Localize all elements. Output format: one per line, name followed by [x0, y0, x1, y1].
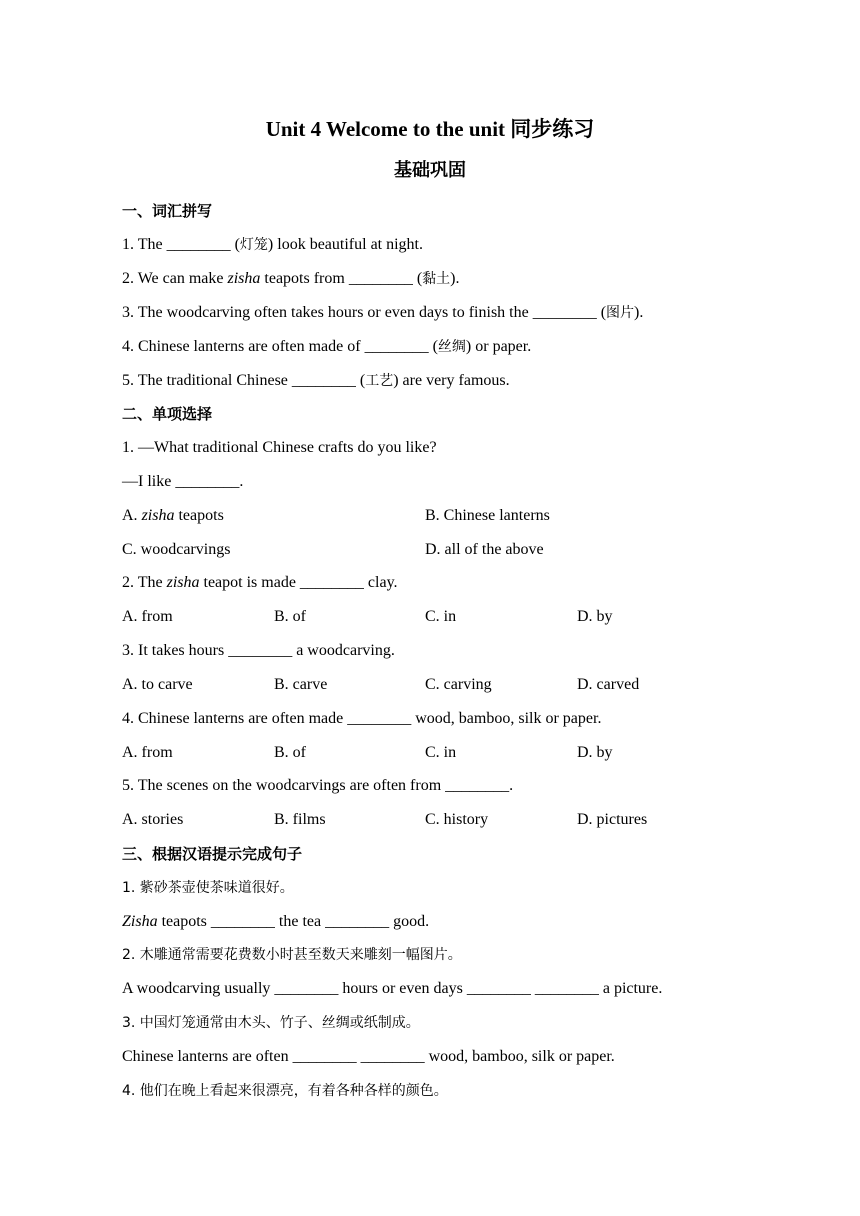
sentence-3-chinese: 3. 中国灯笼通常由木头、竹子、丝绸或纸制成。 [122, 1015, 420, 1031]
vocab-item-1: 1. The ________ (灯笼) look beautiful at night. [122, 236, 423, 253]
page-subtitle: 基础巩固 [394, 160, 466, 181]
mc4-option-c: C. in [425, 744, 457, 761]
mc5-option-d: D. pictures [577, 811, 648, 828]
mc3-option-c: C. carving [425, 676, 492, 693]
sentence-1-chinese: 1. 紫砂茶壶使茶味道很好。 [122, 880, 294, 896]
mc-question-2: 2. The zisha teapot is made ________ clay. [122, 574, 398, 591]
mc-question-3: 3. It takes hours ________ a woodcarving. [122, 642, 395, 659]
mc3-option-a: A. to carve [122, 676, 193, 693]
page-title: Unit 4 Welcome to the unit 同步练习 [265, 117, 595, 141]
mc4-option-b: B. of [274, 744, 306, 761]
sentence-2-english: A woodcarving usually ________ hours or even days ________ ________ a picture. [122, 980, 663, 997]
mc5-option-c: C. history [425, 811, 489, 828]
mc1-option-a: A. zisha teapots [122, 507, 224, 524]
mc4-option-d: D. by [577, 744, 613, 761]
mc3-option-b: B. carve [274, 676, 328, 693]
section-heading-vocabulary: 一、词汇拼写 [122, 202, 213, 220]
mc-question-4: 4. Chinese lanterns are often made ________ wood, bamboo, silk or paper. [122, 710, 602, 727]
vocab-item-3: 3. The woodcarving often takes hours or even days to finish the ________ (图片). [122, 304, 644, 321]
vocab-item-5: 5. The traditional Chinese ________ (工艺) are very famous. [122, 372, 510, 389]
sentence-3-english: Chinese lanterns are often ________ ________ wood, bamboo, silk or paper. [122, 1048, 615, 1065]
mc1-option-b: B. Chinese lanterns [425, 507, 550, 524]
mc1-option-c: C. woodcarvings [122, 541, 231, 558]
vocab-item-2: 2. We can make zisha teapots from ________ (黏土). [122, 270, 460, 287]
mc-question-1-answer-line: —I like ________. [122, 473, 244, 490]
mc2-option-a: A. from [122, 608, 173, 625]
section-heading-multiple-choice: 二、单项选择 [122, 405, 213, 423]
mc-question-5: 5. The scenes on the woodcarvings are often from ________. [122, 777, 514, 794]
mc1-option-d: D. all of the above [425, 541, 544, 558]
mc3-option-d: D. carved [577, 676, 640, 693]
mc5-option-a: A. stories [122, 811, 184, 828]
mc4-option-a: A. from [122, 744, 173, 761]
mc2-option-b: B. of [274, 608, 306, 625]
vocab-item-4: 4. Chinese lanterns are often made of ________ (丝绸) or paper. [122, 338, 532, 355]
sentence-1-english: Zisha teapots ________ the tea ________ good. [122, 913, 430, 930]
mc2-option-d: D. by [577, 608, 613, 625]
mc-question-1: 1. —What traditional Chinese crafts do you like? [122, 439, 437, 456]
sentence-2-chinese: 2. 木雕通常需要花费数小时甚至数天来雕刻一幅图片。 [122, 947, 462, 963]
mc2-option-c: C. in [425, 608, 457, 625]
section-heading-complete-sentences: 三、根据汉语提示完成句子 [122, 845, 303, 863]
mc5-option-b: B. films [274, 811, 326, 828]
sentence-4-chinese: 4. 他们在晚上看起来很漂亮，有着各种各样的颜色。 [122, 1083, 448, 1099]
